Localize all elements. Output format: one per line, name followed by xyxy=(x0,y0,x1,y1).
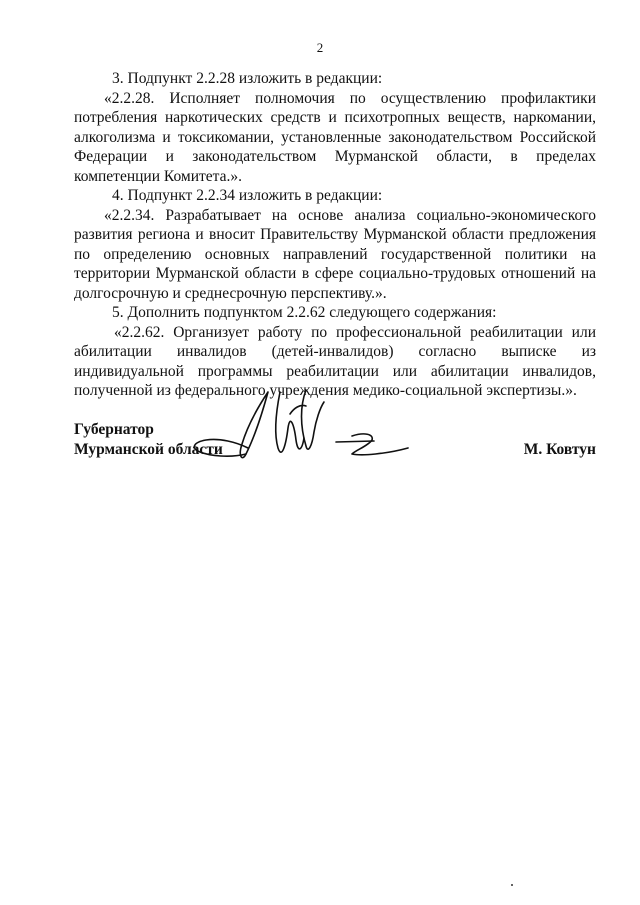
paragraph-item-5-heading: 5. Дополнить подпунктом 2.2.62 следующего содержания: xyxy=(112,304,497,321)
handwritten-signature xyxy=(150,384,420,474)
paragraph-clause-2-2-28: «2.2.28. Исполняет полномочия по осуществлению профилактики потребления наркотических средств и психотропных веществ, наркомании, алкоголизма и токсикомании, установленные законодательством Российской Федерации и законодательством Мурманской области, в пределах компетенции Комитета.». xyxy=(74,89,596,185)
paragraph-clause-2-2-62: «2.2.62. Организует работу по профессиональной реабилитации или абилитации инвалидов (детей-инвалидов) согласно выписке из индивидуальной программы реабилитации или абилитации инвалидов, полученной из федерального учреждения медико-социальной экспертизы.». xyxy=(74,323,596,399)
signatory-title-line1: Губернатор xyxy=(74,421,154,438)
scan-speck xyxy=(511,884,513,886)
paragraph-item-4-heading: 4. Подпункт 2.2.34 изложить в редакции: xyxy=(112,187,383,204)
paragraph-item-3-heading: 3. Подпункт 2.2.28 изложить в редакции: xyxy=(112,70,383,87)
paragraph-clause-2-2-34: «2.2.34. Разрабатывает на основе анализа социально-экономического развития региона и вносит Правительству Мурманской области предложения по определению основных направлений государственной политики на территории Мурманской области в сфере социально-трудовых отношений на долгосрочную и среднесрочную перспективу.». xyxy=(74,206,596,302)
signatory-name: М. Ковтун xyxy=(523,441,596,458)
page-number: 2 xyxy=(316,40,324,55)
signatory-title-line2: Мурманской области xyxy=(74,441,223,458)
document-body xyxy=(74,69,596,401)
